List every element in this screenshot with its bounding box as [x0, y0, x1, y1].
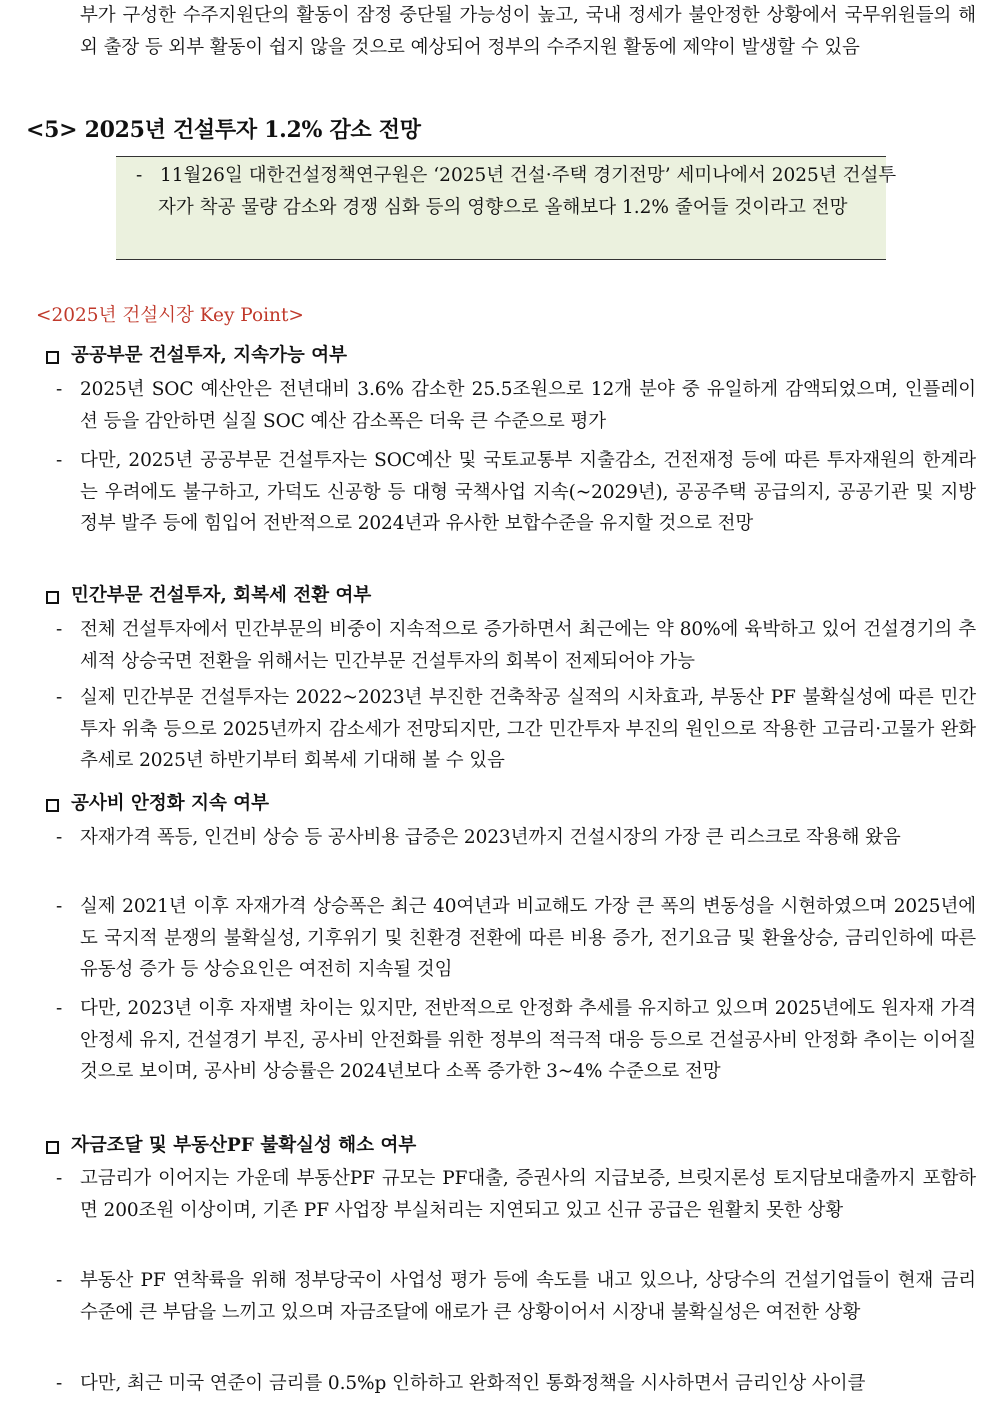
topic-heading-construction-cost	[46, 790, 269, 818]
bullet-text: 고금리가 이어지는 가운데 부동산PF 규모는 PF대출, 증권사의 지급보증, 브릿지론성 토지담보대출까지 포함하면 200조원 이상이며, 기존 PF 사업장 부실처리는 지연되고 있고 신규 공급은 원활치 못한 상황	[80, 1168, 976, 1221]
topic-heading-financing-pf	[46, 1132, 416, 1160]
bullet-text: 실제 2021년 이후 자재가격 상승폭은 최근 40여년과 비교해도 가장 큰 폭의 변동성을 시현하였으며 2025년에도 국지적 분쟁의 불확실성, 기후위기 및 친환경 전환에 따른 비용 증가, 전기요금 및 환율상승, 금리인하에 따른 유동성 증가 등 상승요인은 여전히 지속될 것임	[80, 896, 976, 980]
bullet-item	[56, 993, 976, 1088]
summary-box	[116, 156, 897, 260]
bullet-dash: -	[56, 1270, 63, 1291]
bullet-dash: -	[56, 1168, 63, 1189]
bullet-item	[56, 1265, 976, 1328]
bullet-dash: -	[56, 687, 63, 708]
key-point-title: <2025년 건설시장 Key Point>	[36, 305, 304, 326]
topic-heading-private-investment	[46, 582, 371, 610]
square-bullet-icon	[46, 591, 59, 604]
bullet-dash: -	[56, 450, 63, 471]
bullet-dash: -	[56, 619, 63, 640]
bullet-dash: -	[56, 379, 63, 400]
square-bullet-icon	[46, 1141, 59, 1154]
bullet-text: 전체 건설투자에서 민간부문의 비중이 지속적으로 증가하면서 최근에는 약 80%에 육박하고 있어 건설경기의 추세적 상승국면 전환을 위해서는 민간부문 건설투자의 회복이 전제되어야 가능	[80, 619, 976, 672]
bullet-dash: -	[56, 1373, 63, 1394]
bullet-item	[56, 891, 976, 986]
topic-title: 공사비 안정화 지속 여부	[71, 793, 270, 814]
topic-title: 자금조달 및 부동산PF 불확실성 해소 여부	[71, 1135, 417, 1156]
bullet-text: 실제 민간부문 건설투자는 2022~2023년 부진한 건축착공 실적의 시차효과, 부동산 PF 불확실성에 따른 민간투자 위축 등으로 2025년까지 감소세가 전망되지만, 그간 민간투자 부진의 원인으로 작용한 고금리·고물가 완화 추세로 2025년 하반기부터 회복세 기대해 볼 수 있음	[80, 687, 976, 771]
topic-heading-public-investment	[46, 342, 347, 370]
bullet-item	[56, 1163, 976, 1226]
bullet-dash: -	[56, 998, 63, 1019]
topic-title: 민간부문 건설투자, 회복세 전환 여부	[71, 585, 372, 606]
bullet-text: 다만, 2025년 공공부문 건설투자는 SOC예산 및 국토교통부 지출감소, 건전재정 등에 따른 투자재원의 한계라는 우려에도 불구하고, 가덕도 신공항 등 대형 국책사업 지속(~2029년), 공공주택 공급의지, 공공기관 및 지방정부 발주 등에 힘입어 전반적으로 2024년과 유사한 보합수준을 유지할 것으로 전망	[80, 450, 976, 534]
bullet-item	[56, 682, 976, 777]
bullet-text: 자재가격 폭등, 인건비 상승 등 공사비용 급증은 2023년까지 건설시장의 가장 큰 리스크로 작용해 왔음	[80, 827, 901, 848]
square-bullet-icon	[46, 799, 59, 812]
square-bullet-icon	[46, 351, 59, 364]
topic-title: 공공부문 건설투자, 지속가능 여부	[71, 345, 347, 366]
summary-text: 11월26일 대한건설정책연구원은 ‘2025년 건설·주택 경기전망’ 세미나에서 2025년 건설투자가 착공 물량 감소와 경쟁 심화 등의 영향으로 올해보다 1.2% 줄어들 것이라고 전망	[158, 165, 897, 218]
summary-text-block	[136, 160, 898, 224]
bullet-item	[56, 1368, 976, 1400]
summary-dash: -	[136, 165, 143, 186]
bullet-item	[56, 374, 976, 437]
bullet-text: 2025년 SOC 예산안은 전년대비 3.6% 감소한 25.5조원으로 12개 분야 중 유일하게 감액되었으며, 인플레이션 등을 감안하면 실질 SOC 예산 감소폭은 더욱 큰 수준으로 평가	[80, 379, 976, 432]
bullet-text: 부동산 PF 연착륙을 위해 정부당국이 사업성 평가 등에 속도를 내고 있으나, 상당수의 건설기업들이 현재 금리 수준에 큰 부담을 느끼고 있으며 자금조달에 애로가 큰 상황이어서 시장내 불확실성은 여전한 상황	[80, 1270, 976, 1323]
bullet-dash: -	[56, 896, 63, 917]
bullet-dash: -	[56, 827, 63, 848]
bullet-text: 다만, 최근 미국 연준이 금리를 0.5%p 인하하고 완화적인 통화정책을 시사하면서 금리인상 사이클	[80, 1373, 866, 1394]
bullet-item	[56, 445, 976, 540]
section-heading: <5> 2025년 건설투자 1.2% 감소 전망	[26, 117, 421, 143]
continuation-paragraph: 부가 구성한 수주지원단의 활동이 잠정 중단될 가능성이 높고, 국내 정세가 불안정한 상황에서 국무위원들의 해외 출장 등 외부 활동이 쉽지 않을 것으로 예상되어 정부의 수주지원 활동에 제약이 발생할 수 있음	[80, 5, 976, 58]
bullet-item	[56, 822, 976, 854]
bullet-item	[56, 614, 976, 677]
bullet-text: 다만, 2023년 이후 자재별 차이는 있지만, 전반적으로 안정화 추세를 유지하고 있으며 2025년에도 원자재 가격 안정세 유지, 건설경기 부진, 공사비 안전화를 위한 정부의 적극적 대응 등으로 건설공사비 안정화 추이는 이어질 것으로 보이며, 공사비 상승률은 2024년보다 소폭 증가한 3~4% 수준으로 전망	[80, 998, 976, 1082]
